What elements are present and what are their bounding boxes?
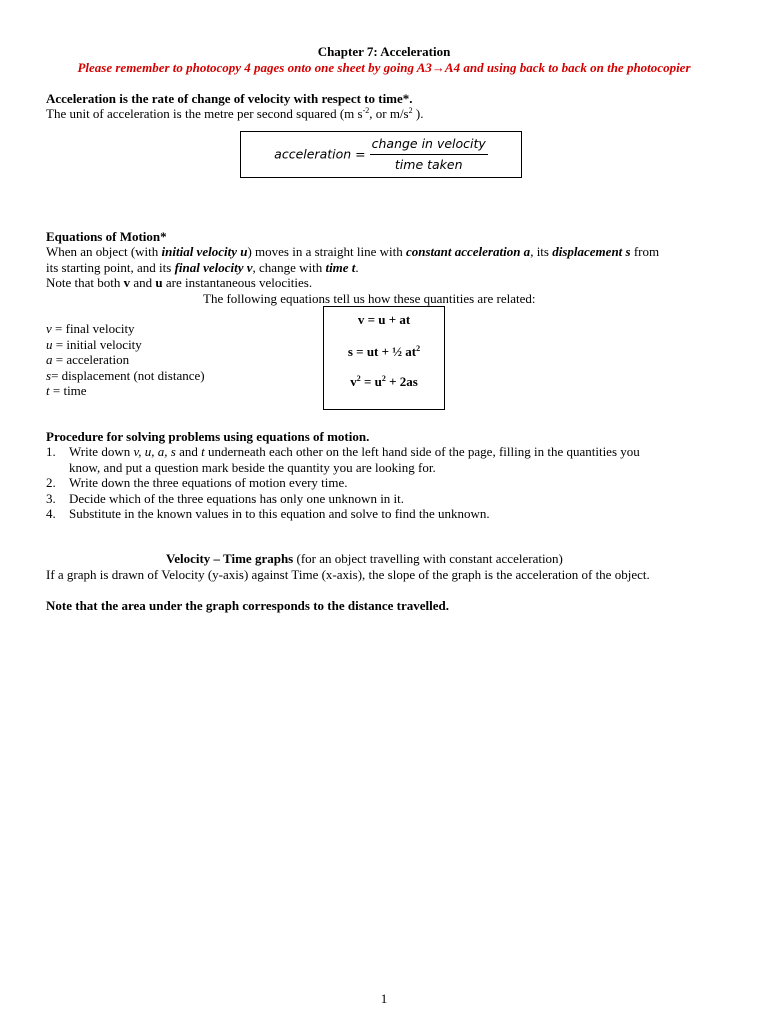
vt-area-note-text: Note that the area under the graph corresponds to the distance travelled.	[46, 598, 449, 613]
motion-text: , change with	[252, 260, 326, 275]
variable-item	[46, 321, 205, 337]
acceleration-formula-box	[240, 131, 522, 178]
unit-line	[46, 106, 423, 122]
initial-velocity-term: initial velocity u	[161, 244, 248, 259]
variable-symbol: a	[46, 352, 53, 367]
constant-acceleration-term: constant acceleration a	[405, 244, 531, 259]
motion-paragraph-line-2	[46, 260, 359, 276]
note-u: u	[155, 275, 163, 290]
formula-fraction	[370, 136, 488, 172]
page-title	[0, 44, 768, 60]
variable-desc: = displacement (not distance)	[51, 367, 205, 383]
page-number: 1	[380, 991, 388, 1006]
unit-text-a: The unit of acceleration is the metre per second squared (m s	[46, 106, 363, 121]
unit-sup-1: -2	[362, 106, 370, 115]
step-text: Substitute in the known values in to this equation and solve to find the unknown.	[69, 506, 490, 521]
displacement-term: displacement s	[552, 244, 631, 259]
equation-3-text: + 2as	[385, 374, 418, 389]
final-velocity-term: final velocity v	[174, 260, 253, 275]
motion-text: from	[630, 244, 660, 259]
definition-text: Acceleration is the rate of change of velocity with respect to time*.	[46, 91, 413, 106]
equation-2	[324, 344, 444, 360]
note-text: and	[130, 275, 156, 290]
equation-2-sup: 2	[416, 344, 421, 353]
unit-text-b: , or m/s	[369, 106, 409, 121]
equation-3-text: = u	[360, 374, 382, 389]
equation-3-sup: 2	[356, 374, 361, 383]
motion-text: ) moves in a straight line with	[247, 244, 406, 259]
equation-2-text: s = ut + ½ at	[347, 344, 417, 359]
variable-desc: = acceleration	[52, 352, 130, 367]
procedure-step	[46, 506, 726, 522]
procedure-step	[46, 475, 726, 491]
definition-bold	[46, 91, 413, 107]
procedure-step	[46, 444, 726, 475]
equation-3-text: v	[350, 374, 357, 389]
motion-heading	[46, 229, 167, 245]
acceleration-formula	[241, 136, 521, 172]
variable-symbol: t	[46, 383, 50, 398]
procedure-list	[46, 444, 726, 522]
unit-sup-2: 2	[408, 106, 413, 115]
chapter-title: Chapter 7: Acceleration	[317, 44, 451, 59]
step-number: 1.	[46, 444, 56, 459]
step-text: underneath each other on the left hand side of the page, filling in the quantities you	[204, 444, 640, 459]
step-text: Decide which of the three equations has only one unknown in it.	[69, 490, 405, 506]
note-text: Note that both	[46, 275, 124, 290]
procedure-heading-text: Procedure for solving problems using equations of motion.	[46, 429, 370, 444]
motion-heading-text: Equations of Motion*	[46, 229, 167, 244]
photocopy-notice: Please remember to photocopy 4 pages onto one sheet by going A3→A4 and using back to back on the photocopier	[77, 60, 691, 75]
vt-heading-bold: Velocity – Time graphs	[166, 551, 294, 566]
step-number: 4.	[46, 506, 56, 521]
equation-1: v = u + at	[357, 312, 411, 327]
step-vars: v, u, a, s	[133, 444, 176, 459]
equations-box	[323, 306, 445, 410]
variable-desc: = initial velocity	[52, 336, 142, 352]
vt-heading-rest: (for an object travelling with constant acceleration)	[293, 551, 563, 566]
motion-text: , its	[530, 244, 553, 259]
formula-numerator: change in velocity	[370, 136, 488, 155]
variable-symbol: s	[46, 367, 52, 383]
step-number: 2.	[46, 475, 56, 490]
motion-text: When an object (with	[46, 244, 162, 259]
variable-list	[46, 321, 205, 399]
equation-3-sup: 2	[381, 374, 386, 383]
vt-area-note	[46, 598, 449, 614]
step-text: Write down the three equations of motion every time.	[69, 475, 348, 490]
variable-desc: = time	[49, 383, 87, 398]
vt-heading	[166, 551, 563, 567]
motion-text: its starting point, and its	[46, 260, 175, 275]
time-term: time t	[325, 260, 356, 275]
variable-desc: = final velocity	[51, 321, 135, 336]
motion-text: .	[355, 260, 359, 275]
vt-paragraph: If a graph is drawn of Velocity (y-axis) against Time (x-axis), the slope of the graph is the acceleration of the object.	[46, 567, 650, 582]
equation-3	[324, 374, 444, 390]
formula-denominator: time taken	[394, 156, 463, 172]
note-v: v	[123, 275, 131, 290]
variable-item	[46, 337, 205, 353]
motion-paragraph-line-1	[46, 244, 659, 260]
equations-intro: The following equations tell us how these quantities are related:	[203, 291, 536, 306]
note-text: are instantaneous velocities.	[162, 275, 313, 290]
instantaneous-note	[46, 275, 312, 291]
variable-item	[46, 352, 205, 368]
step-var-t: t	[201, 444, 205, 459]
variable-item	[46, 368, 205, 384]
step-text-continued: know, and put a question mark beside the quantity you are looking for.	[69, 459, 436, 475]
variable-symbol: v	[46, 321, 52, 336]
formula-lhs: acceleration =	[274, 146, 366, 162]
step-text: and	[175, 444, 202, 459]
variable-symbol: u	[46, 336, 53, 352]
procedure-step	[46, 491, 726, 507]
step-number: 3.	[46, 490, 56, 506]
step-text: Write down	[69, 444, 134, 459]
procedure-heading	[46, 429, 369, 445]
unit-text-c: ).	[412, 106, 424, 121]
variable-item	[46, 383, 205, 399]
